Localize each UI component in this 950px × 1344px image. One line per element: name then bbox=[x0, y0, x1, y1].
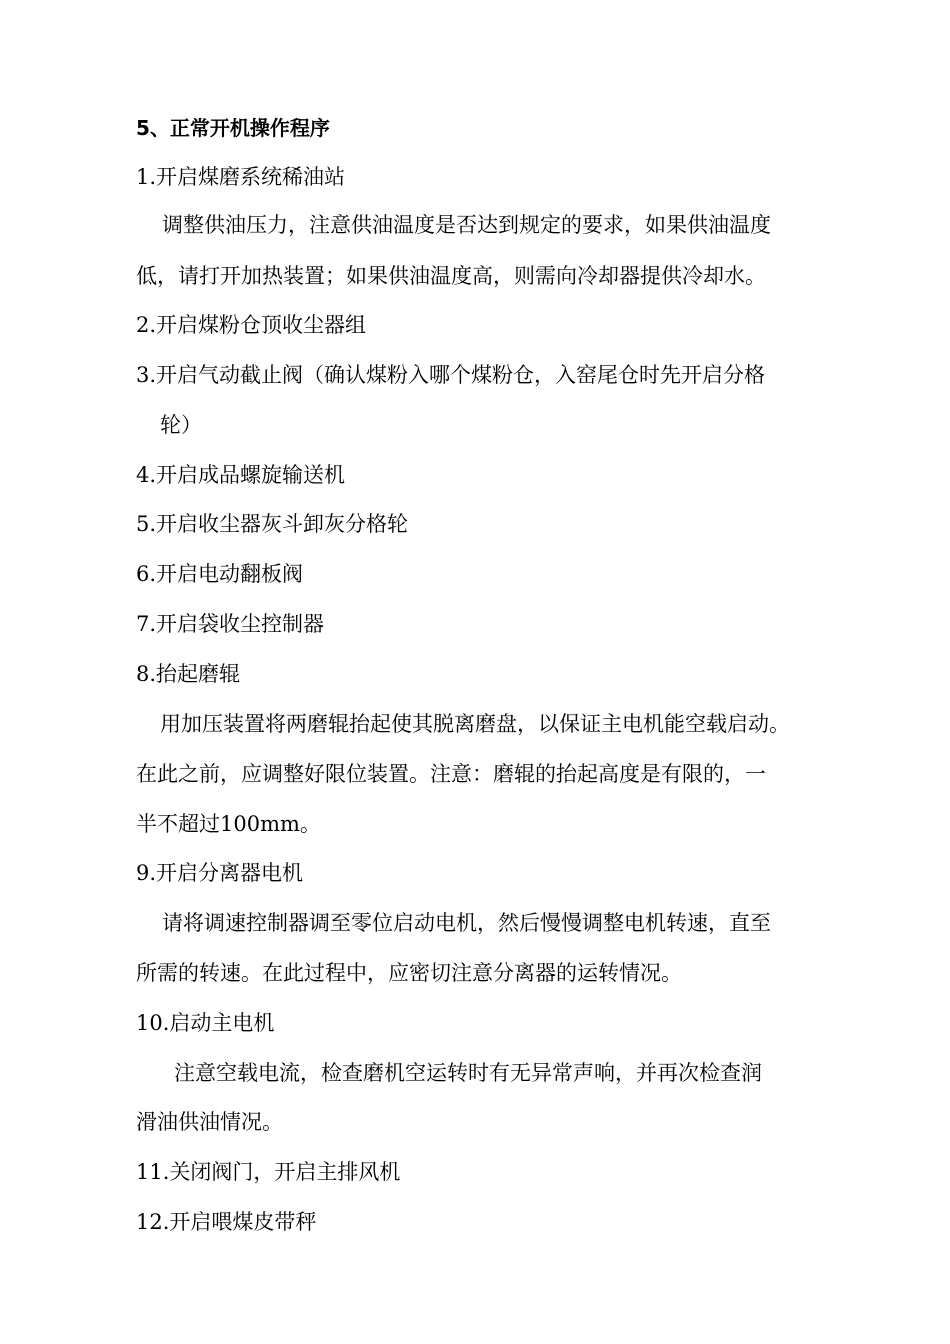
step-12-heading: 12.开启喂煤皮带秤 bbox=[136, 1210, 317, 1234]
step-10-heading: 10.启动主电机 bbox=[136, 1011, 275, 1035]
section-title: 5、正常开机操作程序 bbox=[136, 116, 330, 140]
step-9-text-line-2: 所需的转速。在此过程中，应密切注意分离器的运转情况。 bbox=[136, 961, 682, 985]
step-3-heading-cont: 轮） bbox=[160, 413, 202, 437]
step-10-text-line-1: 注意空载电流，检查磨机空运转时有无异常声响，并再次检查润 bbox=[174, 1061, 762, 1085]
step-8-heading: 8.抬起磨辊 bbox=[136, 662, 241, 686]
step-9-heading: 9.开启分离器电机 bbox=[136, 861, 304, 885]
step-8-text-line-1: 用加压装置将两磨辊抬起使其脱离磨盘，以保证主电机能空载启动。 bbox=[160, 712, 790, 736]
step-1-heading: 1.开启煤磨系统稀油站 bbox=[136, 165, 346, 189]
step-9-text-line-1: 请将调速控制器调至零位启动电机，然后慢慢调整电机转速，直至 bbox=[162, 911, 771, 935]
step-1-text-line-2: 低，请打开加热装置；如果供油温度高，则需向冷却器提供冷却水。 bbox=[136, 264, 766, 288]
step-4-heading: 4.开启成品螺旋输送机 bbox=[136, 463, 346, 487]
step-5-heading: 5.开启收尘器灰斗卸灰分格轮 bbox=[136, 512, 409, 536]
step-8-text-line-2: 在此之前，应调整好限位装置。注意：磨辊的抬起高度是有限的，一 bbox=[136, 762, 766, 786]
step-2-heading: 2.开启煤粉仓顶收尘器组 bbox=[136, 313, 367, 337]
step-8-text-line-3: 半不超过100mm。 bbox=[136, 812, 321, 836]
step-1-text-line-1: 调整供油压力，注意供油温度是否达到规定的要求，如果供油温度 bbox=[162, 213, 771, 237]
step-7-heading: 7.开启袋收尘控制器 bbox=[136, 612, 325, 636]
step-3-heading: 3.开启气动截止阀（确认煤粉入哪个煤粉仓，入窑尾仓时先开启分格 bbox=[136, 363, 766, 387]
step-6-heading: 6.开启电动翻板阀 bbox=[136, 562, 304, 586]
step-11-heading: 11.关闭阀门，开启主排风机 bbox=[136, 1160, 401, 1184]
step-10-text-line-2: 滑油供油情况。 bbox=[136, 1110, 283, 1134]
